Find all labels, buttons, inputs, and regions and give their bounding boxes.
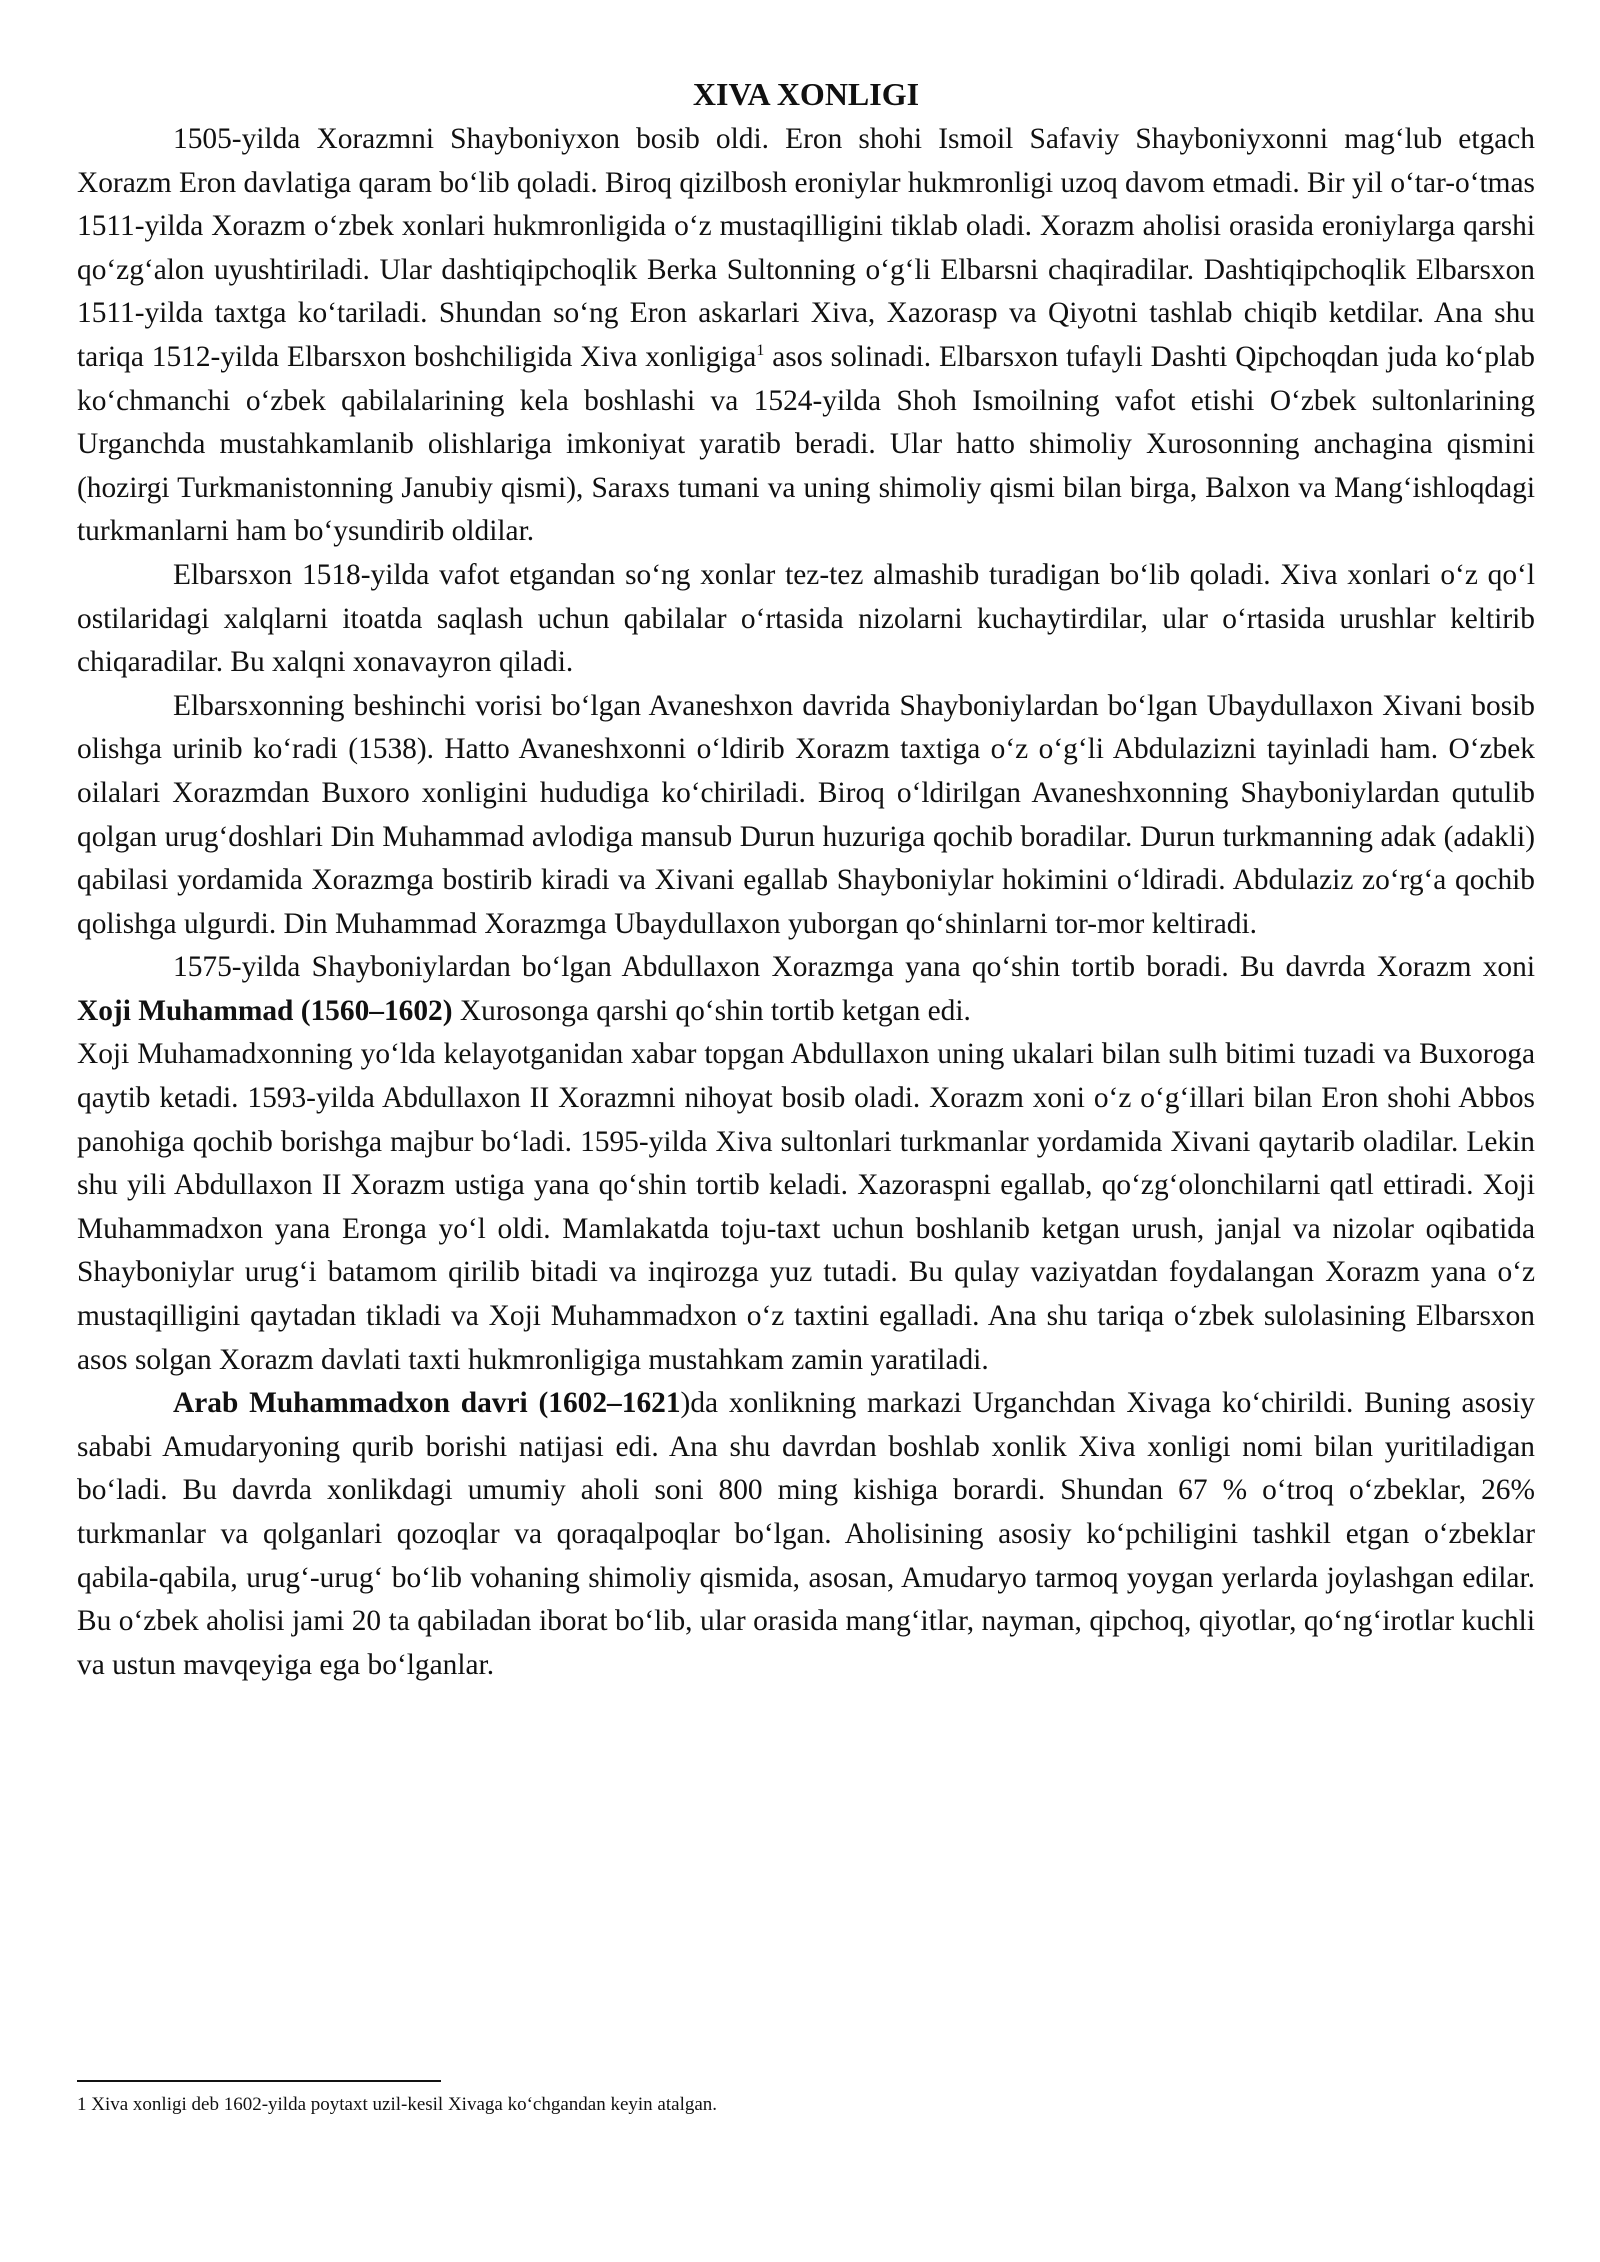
paragraph-6 xyxy=(77,1382,1535,1687)
paragraph-3: Elbarsxonning beshinchi vorisi bo‘lgan Avaneshxon davrida Shayboniylardan bo‘lgan Ubaydullaxon Xivani bosib olishga urinib ko‘radi (1538). Hatto Avaneshxonni o‘ldirib Xorazm taxtiga o‘z o‘g‘li Abdulazizni tayinladi ham. O‘zbek oilalari Xorazmdan Buxoro xonligini hududiga ko‘chiriladi. Biroq o‘ldirilgan Avaneshxonning Shayboniylardan qutulib qolgan urug‘doshlari Din Muhammad avlodiga mansub Durun huzuriga qochib boradilar. Durun turkmanning adak (adakli) qabilasi yordamida Xorazmga bostirib kiradi va Xivani egallab Shayboniylar hokimini o‘ldiradi. Abdulaziz zo‘rg‘a qochib qolishga ulgurdi. Din Muhammad Xorazmga Ubaydullaxon yuborgan qo‘shinlarni tor-mor keltiradi. xyxy=(77,689,1535,940)
footnote: 1 Xiva xonligi deb 1602-yilda poytaxt uzil-kesil Xivaga ko‘chgandan keyin atalgan. xyxy=(77,2094,718,2115)
paragraph-1-text-a: 1505-yilda Xorazmni Shayboniyxon bosib oldi. Eron shohi Ismoil Safaviy Shayboniyxonni mag‘lub etgach Xorazm Eron davlatiga qaram bo‘lib qoladi. Biroq qizilbosh eroniylar hukmronligi uzoq davom etmadi. Bir yil o‘tar-o‘tmas 1511-yilda Xorazm o‘zbek xonlari hukmronligida o‘z mustaqilligini tiklab oladi. Xorazm aholisi orasida eroniylarga qarshi qo‘zg‘alon uyushtiriladi. Ular dashtiqipchoqlik Berka Sultonning o‘g‘li Elbarsni chaqiradilar. Dashtiqipchoqlik Elbarsxon 1511-yilda taxtga ko‘tariladi. Shundan so‘ng Eron askarlari Xiva, Xazorasp va Qiyotni tashlab chiqib ketdilar. Ana shu tariqa 1512-yilda Elbarsxon boshchiligida Xiva xonligiga xyxy=(77,123,1535,373)
footnote-ref: 1 xyxy=(756,342,765,360)
paragraph-4 xyxy=(77,946,1535,1033)
paragraph-1-text-b: asos solinadi. Elbarsxon tufayli Dashti Qipchoqdan juda ko‘plab ko‘chmanchi o‘zbek qabilalarining kela boshlashi va 1524-yilda Shoh Ismoilning vafot etishi O‘zbek sultonlarining Urganchda mustahkamlanib olishlariga imkoniyat yaratib beradi. Ular hatto shimoliy Xurosonning anchagina qismini (hozirgi Turkmanistonning Janubiy qismi), Saraxs tumani va uning shimoliy qismi bilan birga, Balxon va Mang‘ishloqdagi turkmanlarni ham bo‘ysundirib oldilar. xyxy=(77,340,1536,548)
paragraph-6-text: )da xonlikning markazi Urganchdan Xivaga ko‘chirildi. Buning asosiy sababi Amudaryoning qurib borishi natijasi edi. Ana shu davrdan boshlab xonlik Xiva xonligi nomi bilan yuritiladigan bo‘ladi. Bu davrda xonlikdagi umumiy aholi soni 800 ming kishiga borardi. Shundan 67 % o‘troq o‘zbeklar, 26% turkmanlar va qolganlari qozoqlar va qoraqalpoqlar bo‘lgan. Aholisining asosiy ko‘pchiligini tashkil etgan o‘zbeklar qabila-qabila, urug‘-urug‘ bo‘lib vohaning shimoliy qismida, asosan, Amudaryo tarmoq yoygan yerlarda joylashgan edilar. Bu o‘zbek aholisi jami 20 ta qabiladan iborat bo‘lib, ular orasida mang‘itlar, nayman, qipchoq, qiyotlar, qo‘ng‘irotlar kuchli va ustun mavqeyiga ega bo‘lganlar. xyxy=(77,1387,1536,1681)
paragraph-6-bold: Arab Muhammadxon davri (1602–1621 xyxy=(173,1387,681,1420)
paragraph-2: Elbarsxon 1518-yilda vafot etgandan so‘ng xonlar tez-tez almashib turadigan bo‘lib qoladi. Xiva xonlari o‘z qo‘l ostilaridagi xalqlarni itoatda saqlash uchun qabilalar o‘rtasida nizolarni kuchaytirdilar, ular o‘rtasida urushlar keltirib chiqaradilar. Bu xalqni xonavayron qiladi. xyxy=(77,558,1535,679)
footnote-divider xyxy=(77,2080,441,2082)
paragraph-1 xyxy=(77,118,1535,554)
paragraph-4-bold: Xoji Muhammad (1560–1602) xyxy=(77,994,453,1027)
page-title: XIVA XONLIGI xyxy=(692,76,920,112)
document-page xyxy=(77,74,1535,1687)
paragraph-4-text-b: Xurosonga qarshi qo‘shin tortib ketgan edi. xyxy=(452,994,971,1027)
paragraph-4-text-a: 1575-yilda Shayboniylardan bo‘lgan Abdullaxon Xorazmga yana qo‘shin tortib boradi. Bu davrda Xorazm xoni xyxy=(173,951,1535,984)
paragraph-5: Xoji Muhamadxonning yo‘lda kelayotganidan xabar topgan Abdullaxon uning ukalari bilan sulh bitimi tuzadi va Buxoroga qaytib ketadi. 1593-yilda Abdullaxon II Xorazmni nihoyat bosib oladi. Xorazm xoni o‘z o‘g‘illari bilan Eron shohi Abbos panohiga qochib borishga majbur bo‘ladi. 1595-yilda Xiva sultonlari turkmanlar yordamida Xivani qaytarib oladilar. Lekin shu yili Abdullaxon II Xorazm ustiga yana qo‘shin tortib keladi. Xazoraspni egallab, qo‘zg‘olonchilarni qatl ettiradi. Xoji Muhammadxon yana Eronga yo‘l oldi. Mamlakatda toju-taxt uchun boshlanib ketgan urush, janjal va nizolar oqibatida Shayboniylar urug‘i batamom qirilib bitadi va inqirozga yuz tutadi. Bu qulay vaziyatdan foydalangan Xorazm yana o‘z mustaqilligini qaytadan tikladi va Xoji Muhammadxon o‘z taxtini egalladi. Ana shu tariqa o‘zbek sulolasining Elbarsxon asos solgan Xorazm davlati taxti hukmronligiga mustahkam zamin yaratiladi. xyxy=(77,1038,1535,1376)
